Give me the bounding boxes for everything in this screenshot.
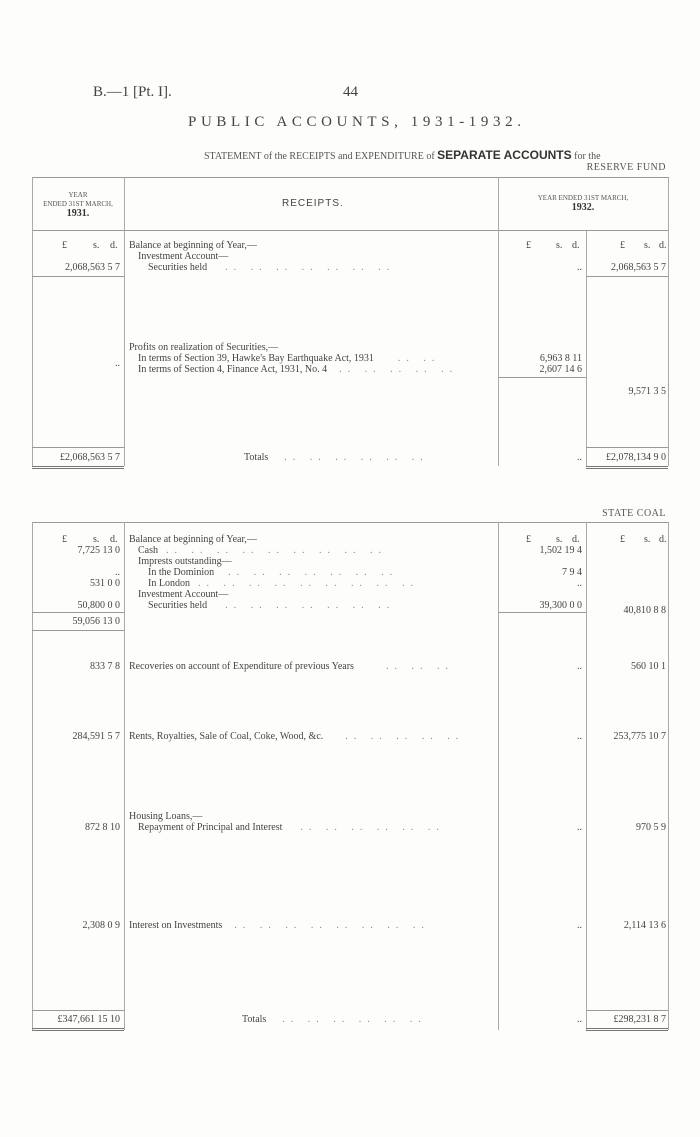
page-reference: B.—1 [Pt. I]. (93, 84, 172, 100)
coal-london-label (148, 578, 419, 589)
coal-sub-shilling-heading: s. (556, 534, 563, 545)
coal-total-pence-heading: d. (659, 534, 667, 545)
reserve-securities-label (148, 262, 395, 273)
leader-dots: .. .. .. .. .. .. .. (228, 567, 399, 578)
coal-prev-balance-rule (32, 630, 124, 631)
coal-imprests-label: Imprests outstanding— (138, 556, 232, 567)
coal-totals-total: £298,231 8 7 (613, 1014, 666, 1025)
recoveries-text: Recoveries on account of Expenditure of previous Years (129, 661, 354, 672)
page-title: PUBLIC ACCOUNTS, 1931-1932. (188, 114, 526, 130)
reserve-prev-subtotal-rule (32, 276, 124, 277)
reserve-prev-double-rule (32, 466, 124, 469)
total-pence-heading: d. (659, 240, 667, 251)
leader-dots: .. .. .. .. .. .. (282, 1014, 427, 1025)
profits-label: Profits on realization of Securities,— (129, 342, 279, 353)
coal-london-prev: 531 0 0 (90, 578, 120, 589)
repayment-label (138, 822, 445, 833)
prev-pound-heading: £ (62, 240, 67, 251)
reserve-top-rule (32, 177, 668, 178)
reserve-right-border (668, 177, 669, 466)
reserve-total-double-rule (586, 466, 668, 469)
recoveries-label (129, 661, 454, 672)
profits-sub-rule (498, 377, 586, 378)
leader-dots: .. .. .. .. .. .. .. .. .. (166, 545, 387, 556)
prev-year-line2: ENDED 31ST MARCH, (43, 200, 113, 208)
reserve-securities-sub: .. (577, 262, 582, 273)
reserve-securities-total: 2,068,563 5 7 (611, 262, 666, 273)
reserve-totals-label (244, 452, 429, 463)
curr-year-line1: YEAR ENDED 31ST MARCH, (537, 194, 629, 202)
coal-balance-label: Balance at beginning of Year,— (129, 534, 257, 545)
profits-prev: .. (115, 358, 120, 369)
housing-prev: 872 8 10 (85, 822, 120, 833)
coal-prev-pound-heading: £ (62, 534, 67, 545)
reserve-totals-sub: .. (577, 452, 582, 463)
profit2-sub: 2,607 14 6 (539, 364, 582, 375)
coal-sub-pence-heading: d. (572, 534, 580, 545)
coal-total-totals-rule (586, 1010, 668, 1011)
reserve-header-rule (32, 230, 668, 231)
prev-pence-heading: d. (110, 240, 118, 251)
coal-dominion-prev: .. (115, 567, 120, 578)
reserve-totals-total: £2,078,134 9 0 (606, 452, 666, 463)
coal-sub-subtotal-rule (498, 612, 586, 613)
rents-prev: 284,591 5 7 (72, 731, 120, 742)
coal-sub-pound-heading: £ (526, 534, 531, 545)
reserve-total-totals-rule (586, 447, 668, 448)
coal-totals-label (242, 1014, 427, 1025)
coal-col-divider-2 (498, 522, 499, 1030)
coal-securities-sub: 39,300 0 0 (539, 600, 582, 611)
reserve-totals-prev: £2,068,563 5 7 (60, 452, 120, 463)
state-coal-title: STATE COAL (602, 508, 666, 519)
interest-total: 2,114 13 6 (623, 920, 666, 931)
reserve-left-border (32, 177, 33, 466)
securities-text: Securities held (148, 262, 208, 273)
profit1-text: In terms of Section 39, Hawke's Bay Earthquake Act, 1931 (138, 353, 374, 364)
rents-label (129, 731, 464, 742)
coal-cash-prev: 7,725 13 0 (77, 545, 120, 556)
totals-text: Totals (244, 452, 269, 463)
housing-label: Housing Loans,— (129, 811, 203, 822)
reserve-investment-label: Investment Account— (138, 251, 229, 262)
coal-balance-total: 40,810 8 8 (623, 605, 666, 616)
interest-text: Interest on Investments (129, 920, 223, 931)
leader-dots: .. .. (397, 353, 441, 364)
receipts-header: RECEIPTS. (282, 198, 344, 209)
prev-shilling-heading: s. (93, 240, 100, 251)
interest-label (129, 920, 430, 931)
coal-balance-prev-total: 59,056 13 0 (72, 616, 120, 627)
sub-shilling-heading: s. (556, 240, 563, 251)
reserve-balance-label: Balance at beginning of Year,— (129, 240, 257, 251)
coal-totals-prev: £347,661 15 10 (57, 1014, 120, 1025)
total-shilling-heading: s. (644, 240, 651, 251)
coal-london-sub: .. (577, 578, 582, 589)
reserve-prev-totals-rule (32, 447, 124, 448)
total-pound-heading: £ (620, 240, 625, 251)
coal-investment-label: Investment Account— (138, 589, 229, 600)
recoveries-total: 560 10 1 (631, 661, 666, 672)
subtitle-bold: SEPARATE ACCOUNTS (437, 148, 572, 162)
leader-dots: .. .. .. .. .. .. .. .. (234, 920, 430, 931)
profits-total: 9,571 3 5 (628, 386, 666, 397)
coal-prev-shilling-heading: s. (93, 534, 100, 545)
rents-total: 253,775 10 7 (613, 731, 666, 742)
reserve-prev-year-header (34, 191, 122, 219)
coal-securities-prev: 50,800 0 0 (77, 600, 120, 611)
subtitle-post: for the (571, 151, 601, 162)
rents-sub: .. (577, 731, 582, 742)
statement-subtitle (204, 148, 601, 162)
leader-dots: .. .. .. .. .. (345, 731, 465, 742)
coal-total-pound-heading: £ (620, 534, 625, 545)
page-number: 44 (343, 84, 358, 100)
reserve-col-divider-1 (124, 177, 125, 466)
leader-dots: .. .. .. .. .. .. .. (225, 600, 396, 611)
curr-year-value: 1932. (571, 202, 595, 213)
leader-dots: .. .. .. .. .. .. (284, 452, 429, 463)
leader-dots: .. .. .. (385, 661, 454, 672)
coal-cash-sub: 1,502 19 4 (539, 545, 582, 556)
rents-text: Rents, Royalties, Sale of Coal, Coke, Wood, &c. (129, 731, 324, 742)
coal-prev-pence-heading: d. (110, 534, 118, 545)
subtitle-pre: STATEMENT of the RECEIPTS and EXPENDITURE of (204, 151, 438, 162)
coal-prev-double-rule (32, 1028, 124, 1031)
reserve-total-subtotal-rule (586, 276, 668, 277)
coal-prev-subtotal-rule (32, 612, 124, 613)
totals-text: Totals (242, 1014, 267, 1025)
interest-sub: .. (577, 920, 582, 931)
leader-dots: .. .. .. .. .. (339, 364, 459, 375)
sub-pound-heading: £ (526, 240, 531, 251)
securities-text: Securities held (148, 600, 208, 611)
prev-year-line1: YEAR (68, 191, 88, 199)
reserve-col-divider-3 (586, 231, 587, 466)
coal-dominion-sub: 7 9 4 (562, 567, 582, 578)
coal-totals-sub: .. (577, 1014, 582, 1025)
coal-cash-label (138, 545, 387, 556)
coal-total-shilling-heading: s. (644, 534, 651, 545)
london-text: In London (148, 578, 190, 589)
sub-pence-heading: d. (572, 240, 580, 251)
leader-dots: .. .. .. .. .. .. (300, 822, 445, 833)
interest-prev: 2,308 0 9 (82, 920, 120, 931)
reserve-fund-title: RESERVE FUND (586, 162, 666, 173)
recoveries-sub: .. (577, 661, 582, 672)
coal-total-double-rule (586, 1028, 668, 1031)
reserve-curr-year-header (500, 194, 666, 213)
reserve-securities-prev: 2,068,563 5 7 (65, 262, 120, 273)
coal-right-border (668, 522, 669, 1030)
coal-top-rule (32, 522, 668, 523)
prev-year-value: 1931. (66, 208, 90, 219)
coal-col-divider-1 (124, 522, 125, 1030)
coal-prev-totals-rule (32, 1010, 124, 1011)
profit1-sub: 6,963 8 11 (539, 353, 582, 364)
coal-left-border (32, 522, 33, 1030)
repayment-text: Repayment of Principal and Interest (138, 822, 283, 833)
housing-sub: .. (577, 822, 582, 833)
coal-col-divider-3 (586, 522, 587, 1030)
profit2-label (138, 364, 458, 375)
recoveries-prev: 833 7 8 (90, 661, 120, 672)
dominion-text: In the Dominion (148, 567, 215, 578)
coal-dominion-label (148, 567, 398, 578)
coal-securities-label (148, 600, 395, 611)
housing-total: 970 5 9 (636, 822, 666, 833)
reserve-col-divider-2 (498, 177, 499, 466)
profit2-text: In terms of Section 4, Finance Act, 1931, No. 4 (138, 364, 328, 375)
profit1-label (138, 353, 440, 364)
leader-dots: .. .. .. .. .. .. .. (225, 262, 396, 273)
leader-dots: .. .. .. .. .. .. .. .. .. (197, 578, 419, 589)
cash-text: Cash (138, 545, 158, 556)
